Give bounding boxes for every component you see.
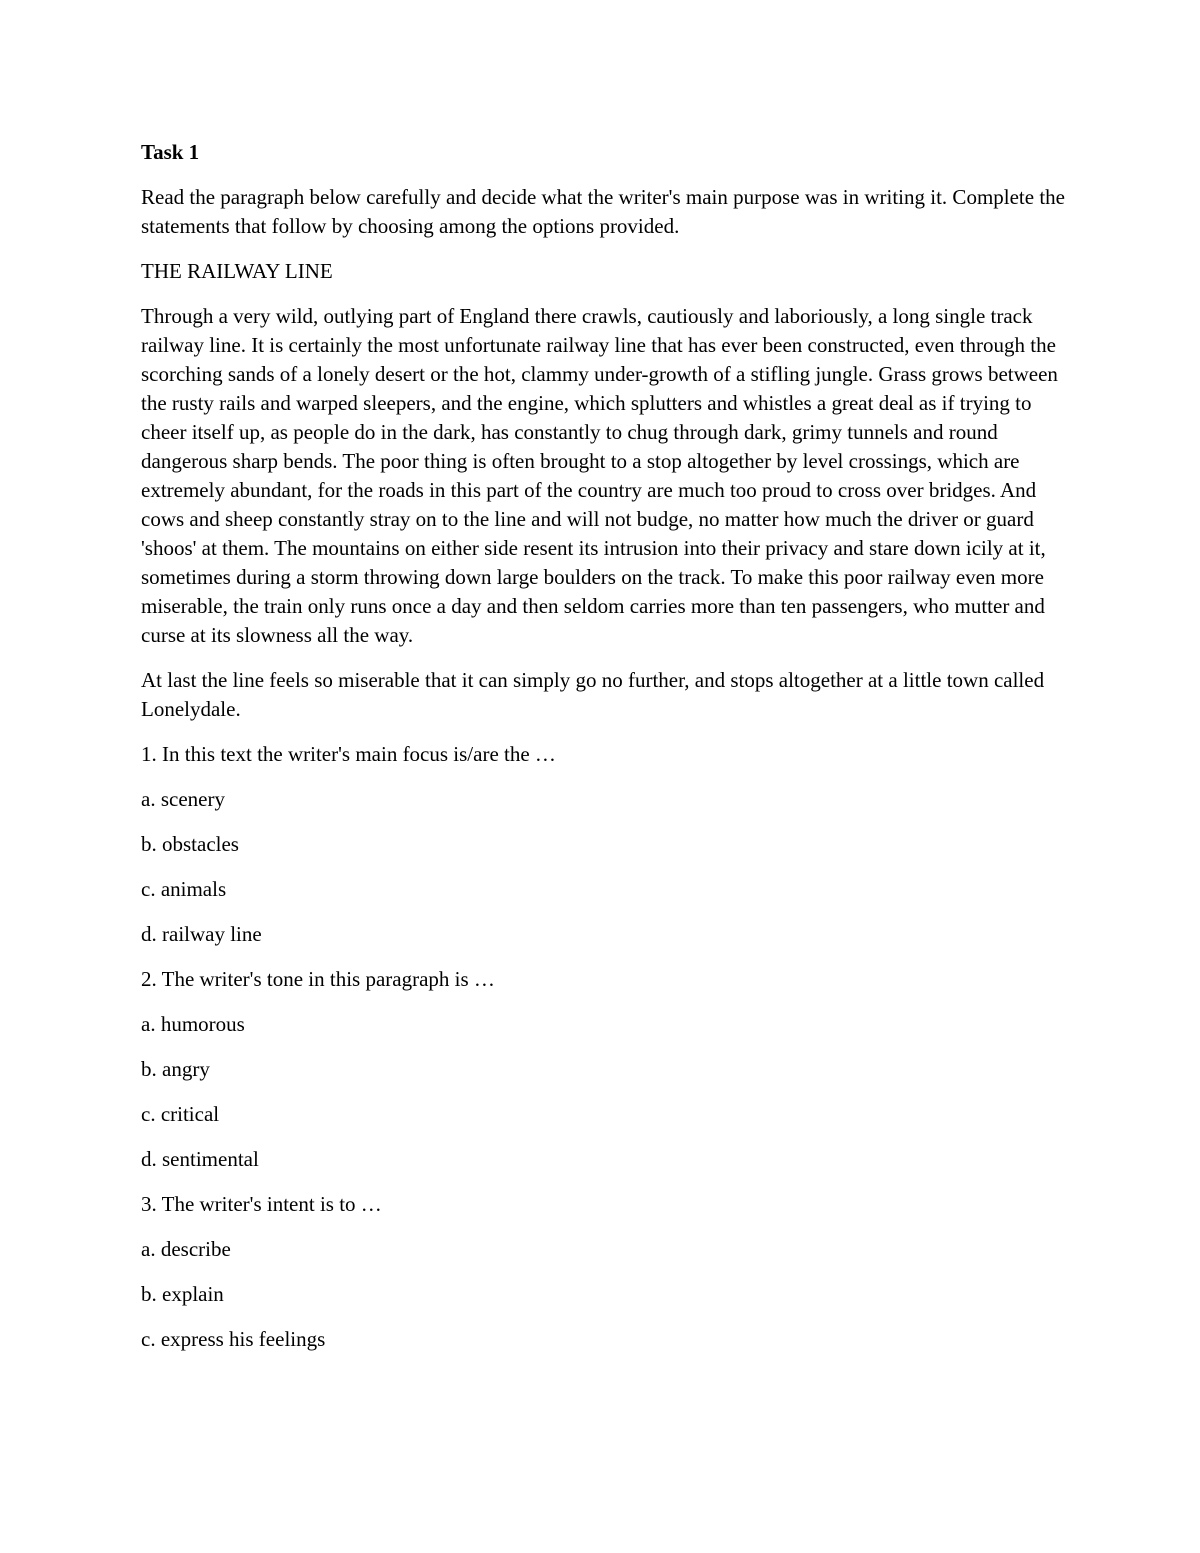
question-2-option-a: a. humorous — [141, 1012, 245, 1036]
question-2-option-c: c. critical — [141, 1102, 220, 1126]
question-3: 3. The writer's intent is to … — [141, 1192, 382, 1216]
document-page — [141, 138, 1071, 1370]
question-1-option-b: b. obstacles — [141, 832, 239, 856]
question-2-option-b: b. angry — [141, 1057, 210, 1081]
task-instructions: Read the paragraph below carefully and decide what the writer's main purpose was in writing it. Complete the statements that follow by choosing among the options provided. — [141, 185, 1065, 238]
question-1-option-d: d. railway line — [141, 922, 262, 946]
question-1: 1. In this text the writer's main focus is/are the … — [141, 742, 556, 766]
task-title: Task 1 — [141, 140, 200, 164]
question-1-option-c: c. animals — [141, 877, 227, 901]
question-2-option-d: d. sentimental — [141, 1147, 259, 1171]
question-1-option-a: a. scenery — [141, 787, 225, 811]
question-2: 2. The writer's tone in this paragraph is … — [141, 967, 495, 991]
question-3-option-a: a. describe — [141, 1237, 231, 1261]
passage-paragraph-1: Through a very wild, outlying part of England there crawls, cautiously and laboriously, a long single track railway line. It is certainly the most unfortunate railway line that has ever been constructed, even through the scorching sands of a lonely desert or the hot, clammy under-growth of a stifling jungle. Grass grows between the rusty rails and warped sleepers, and the engine, which splutters and whistles a great deal as if trying to cheer itself up, as people do in the dark, has constantly to chug through dark, grimy tunnels and round dangerous sharp bends. The poor thing is often brought to a stop altogether by level crossings, which are extremely abundant, for the roads in this part of the country are much too proud to cross over bridges. And cows and sheep constantly stray on to the line and will not budge, no matter how much the driver or guard 'shoos' at them. The mountains on either side resent its intrusion into their privacy and stare down icily at it, sometimes during a storm throwing down large boulders on the track. To make this poor railway even more miserable, the train only runs once a day and then seldom carries more than ten passengers, who mutter and curse at its slowness all the way. — [141, 304, 1058, 647]
passage-paragraph-2: At last the line feels so miserable that it can simply go no further, and stops altogether at a little town called Lonelydale. — [141, 668, 1045, 721]
question-3-option-c: c. express his feelings — [141, 1327, 326, 1351]
question-3-option-b: b. explain — [141, 1282, 224, 1306]
passage-title: THE RAILWAY LINE — [141, 259, 333, 283]
